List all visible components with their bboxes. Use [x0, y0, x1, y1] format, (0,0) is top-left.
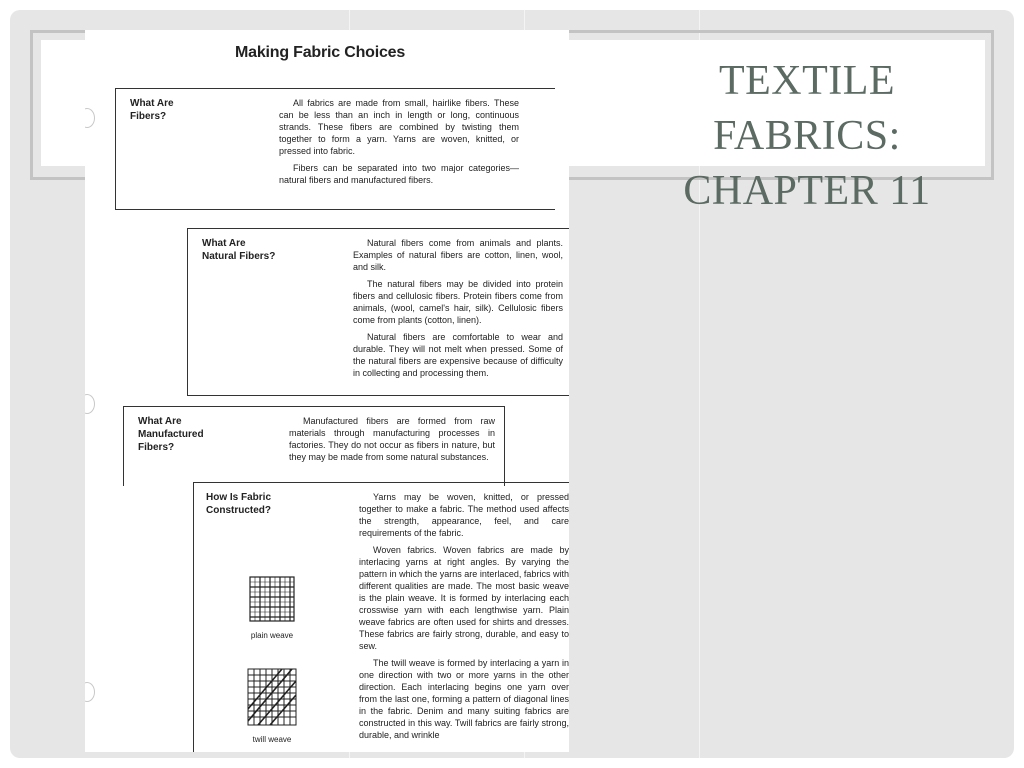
paragraph: Yarns may be woven, knitted, or pressed together to make a fabric. The method used affects the strength, appearance, feel, and care requirements of the fabric. — [359, 492, 569, 538]
section-heading: What Are Fibers? — [130, 98, 174, 122]
paragraph: Manufactured fibers are formed from raw materials through manufacturing processes in factories. They do not occur as fibers in nature, but they may be made from some natural substances. — [289, 416, 495, 462]
paragraph: Natural fibers are comfortable to wear and durable. They will not melt when pressed. Some of the natural fibers are expensive because of difficulty in collecting and processing them. — [353, 332, 563, 378]
section-fibers — [115, 88, 555, 210]
slide-title-line: TEXTILE — [718, 58, 896, 104]
section-fabric-construction — [193, 482, 569, 752]
document-title: Making Fabric Choices — [235, 44, 406, 61]
slide-title-line: CHAPTER 11 — [683, 168, 931, 214]
section-body — [289, 415, 495, 468]
paragraph: Woven fabrics. Woven fabrics are made by interlacing yarns at right angles. By varying the pattern in which the yarns are interlaced, fabrics with different qualities are made. The most basic weave is the plain weave. It is formed by interlacing each crosswise yarn with each lengthwise yarn. Plain weave fabrics are often used for shirts and dresses. These fabrics are fairly strong, durable, and easy to sew. — [359, 545, 569, 651]
slide — [10, 10, 1014, 758]
figure-caption: twill weave — [252, 735, 292, 744]
figure-caption: plain weave — [250, 631, 294, 640]
paragraph: Natural fibers come from animals and plants. Examples of natural fibers are cotton, linen, wool, and silk. — [353, 238, 563, 272]
scanned-worksheet — [85, 30, 569, 752]
slide-title-line: FABRICS: — [713, 113, 901, 159]
section-natural-fibers — [187, 228, 569, 396]
slide-title — [642, 54, 972, 219]
paragraph: The natural fibers may be divided into protein fibers and cellulosic fibers. Protein fibers come from animals, (wool, camel's hair, silk). Cellulosic fibers come from plants (cotton, linen). — [353, 279, 563, 325]
section-body — [279, 97, 519, 191]
plain-weave-diagram — [246, 573, 298, 625]
paragraph: Fibers can be separated into two major categories—natural fibers and manufactured fibers. — [279, 163, 519, 185]
binder-hole — [85, 108, 95, 128]
section-heading: How Is Fabric Constructed? — [206, 492, 272, 516]
paragraph: All fabrics are made from small, hairlike fibers. These can be less than an inch in length or long, continuous strands. These fibers are combined by twisting them together to form a yarn. Yarns are woven, knitted, or pressed into fabric. — [279, 98, 519, 156]
section-manufactured-fibers — [123, 406, 505, 486]
section-body — [359, 491, 569, 746]
paragraph: The twill weave is formed by interlacing a yarn in one direction with two or more yarns in the other direction. Each interlacing begins one yarn over from the last one, forming a pattern of diagonal lines in the fabric. Denim and many suiting fabrics are constructed in this way. Twill fabrics are fairly strong, durable, and wrinkle — [359, 658, 569, 740]
twill-weave-diagram — [244, 665, 300, 729]
section-body — [353, 237, 563, 384]
binder-hole — [85, 394, 95, 414]
binder-hole — [85, 682, 95, 702]
section-heading: What Are Natural Fibers? — [202, 238, 276, 262]
section-heading: What Are Manufactured Fibers? — [138, 416, 204, 453]
